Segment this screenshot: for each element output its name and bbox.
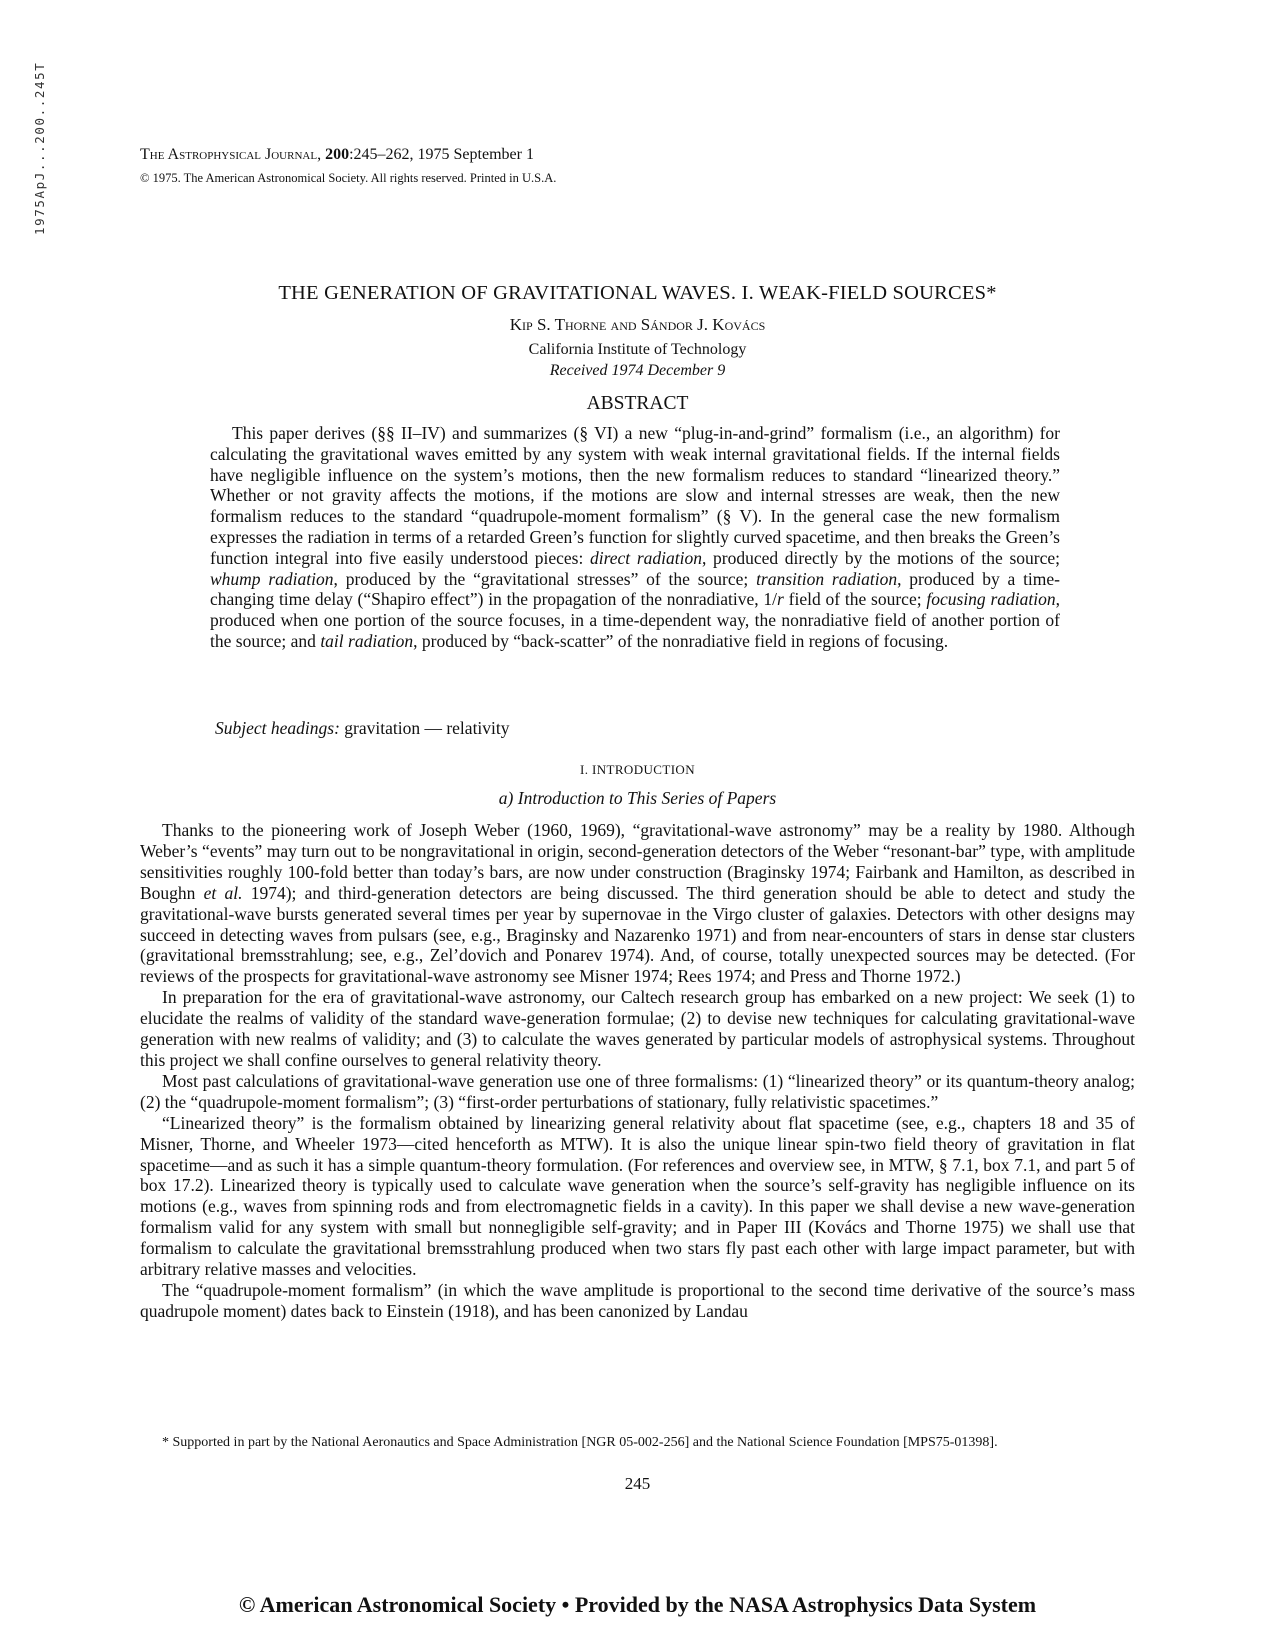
paper-title: THE GENERATION OF GRAVITATIONAL WAVES. I. WEAK-FIELD SOURCES*	[278, 282, 997, 304]
page-number: 245	[624, 1474, 651, 1493]
abstract-emphasis: transition radiation	[756, 568, 898, 589]
abstract-emphasis: focusing radiation	[926, 589, 1056, 610]
abstract-run: field of the source;	[783, 589, 927, 610]
paragraph-run: Thanks to the pioneering work of Joseph Weber (1960, 1969), “gravitational-wave astronomy” may be a reality by 1980. Although Weber’s “events” may turn out to be nongravitational in origin, second-generation detectors of the Weber “resonant-bar” type, with amplitude sensitivities roughly 100-fold better than today’s bars, are now under construction (Braginsky 1974; Fairbank and Hamilton, as described in Boughn	[140, 820, 1135, 903]
paragraph-emphasis: et al.	[203, 882, 243, 903]
abstract-emphasis: whump radiation	[210, 568, 334, 589]
paragraph-5: The “quadrupole-moment formalism” (in which the wave amplitude is proportional to the second time derivative of the source’s mass quadrupole moment) dates back to Einstein (1918), and has been canonized by Landau	[140, 1279, 1135, 1321]
abstract-run: , produced by the “gravitational stresses” of the source;	[333, 568, 757, 589]
abstract-text	[210, 423, 1060, 652]
abstract-emphasis: direct radiation	[590, 547, 702, 568]
subject-headings	[215, 718, 510, 739]
abstract-run: , produced when one portion of the source focuses, in a time-dependent way, the nonradiative field of another portion of the source; and	[210, 589, 1060, 651]
abstract-run: , produced directly by the motions of the source;	[701, 547, 1060, 568]
journal-name: The Astrophysical Journal	[140, 146, 318, 163]
author-institution: California Institute of Technology	[528, 341, 747, 358]
journal-volume: 200	[325, 146, 350, 163]
paragraph-2: In preparation for the era of gravitational-wave astronomy, our Caltech research group has embarked on a new project: We seek (1) to elucidate the realms of validity of the standard wave-generation formulae; (2) to devise new techniques for calculating gravitational-wave generation with new realms of validity; and (3) to calculate the waves generated by particular models of astrophysical systems. Throughout this project we shall confine ourselves to general relativity theory.	[140, 987, 1135, 1070]
bibcode-margin-id: 1975ApJ...200..245T	[32, 62, 47, 236]
journal-citation: The Astrophysical Journal, 200:245–262, 1975 September 1	[140, 146, 534, 163]
body-text	[140, 820, 1135, 1322]
paragraph-4: “Linearized theory” is the formalism obtained by linearizing general relativity about flat spacetime (see, e.g., chapters 18 and 35 of Misner, Thorne, and Wheeler 1973—cited henceforth as MTW). It is also the unique linear spin-two field theory of gravitation in flat spacetime—and as such it has a simple quantum-theory formulation. (For references and overview see, in MTW, § 7.1, box 7.1, and part 5 of box 17.2). Linearized theory is typically used to calculate wave generation when the source’s self-gravity has negligible influence on its motions (e.g., waves from spinning rods and from electromagnetic fields in a cavity). In this paper we shall devise a new wave-generation formalism valid for any system with small but nonnegligible self-gravity; and in Paper III (Kovács and Thorne 1975) we shall use that formalism to calculate the gravitational bremsstrahlung produced when two stars fly past each other with large impact parameter, but with arbitrary relative masses and velocities.	[140, 1112, 1135, 1280]
abstract-run: This paper derives (§§ II–IV) and summarizes (§ VI) a new “plug-in-and-grind” formalism (i.e., an algorithm) for calculating the gravitational waves emitted by any system with weak internal gravitational fields. If the internal fields have negligible influence on the system’s motions, then the new formalism reduces to standard “linearized theory.” Whether or not gravity affects the motions, if the motions are slow and internal stresses are weak, then the new formalism reduces to the standard “quadrupole-moment formalism” (§ V). In the general case the new formalism expresses the radiation in terms of a retarded Green’s function for slightly curved spacetime, and then breaks the Green’s function integral into five easily understood pieces:	[210, 423, 1060, 568]
section-heading: I. INTRODUCTION	[579, 762, 696, 777]
paragraph-3: Most past calculations of gravitational-wave generation use one of three formalisms: (1) “linearized theory” or its quantum-theory analog; (2) the “quadrupole-moment formalism”; (3) “first-order perturbations of stationary, fully relativistic spacetimes.”	[140, 1070, 1135, 1112]
footnote: * Supported in part by the National Aeronautics and Space Administration [NGR 05-002-256] and the National Science Foundation [MPS75-01398].	[162, 1435, 998, 1450]
journal-pages-date: :245–262, 1975 September 1	[349, 146, 534, 163]
paper-authors: Kip S. Thorne and Sándor J. Kovács	[509, 315, 766, 334]
abstract-heading: ABSTRACT	[586, 393, 689, 414]
abstract-run: , produced by “back-scatter” of the nonradiative field in regions of focusing.	[413, 630, 949, 651]
ads-footer: © American Astronomical Society • Provided by the NASA Astrophysics Data System	[238, 1592, 1037, 1617]
abstract-emphasis: r	[777, 589, 784, 610]
subject-value: gravitation — relativity	[339, 718, 510, 738]
paragraph-run: 1974); and third-generation detectors are being discussed. The third generation should be able to detect and study the gravitational-wave bursts generated several times per year by supernovae in the Virgo cluster of galaxies. Detectors with other designs may succeed in detecting waves from pulsars (see, e.g., Braginsky and Nazarenko 1971) and from near-encounters of stars in dense star clusters (gravitational bremsstrahlung; see, e.g., Zel’dovich and Ponarev 1974). And, of course, totally unexpected sources may be detected. (For reviews of the prospects for gravitational-wave astronomy see Misner 1974; Rees 1974; and Press and Thorne 1972.)	[140, 882, 1135, 987]
copyright-line: © 1975. The American Astronomical Society. All rights reserved. Printed in U.S.A.	[140, 171, 557, 185]
abstract-run: , produced by a time-changing time delay (“Shapiro effect”) in the propagation of the nonradiative, 1/	[210, 568, 1060, 610]
paragraph-1	[140, 820, 1135, 987]
abstract-emphasis: tail radiation	[320, 630, 414, 651]
received-date: Received 1974 December 9	[549, 362, 726, 379]
subsection-heading: a) Introduction to This Series of Papers	[498, 788, 777, 808]
subject-label: Subject headings:	[215, 718, 340, 738]
